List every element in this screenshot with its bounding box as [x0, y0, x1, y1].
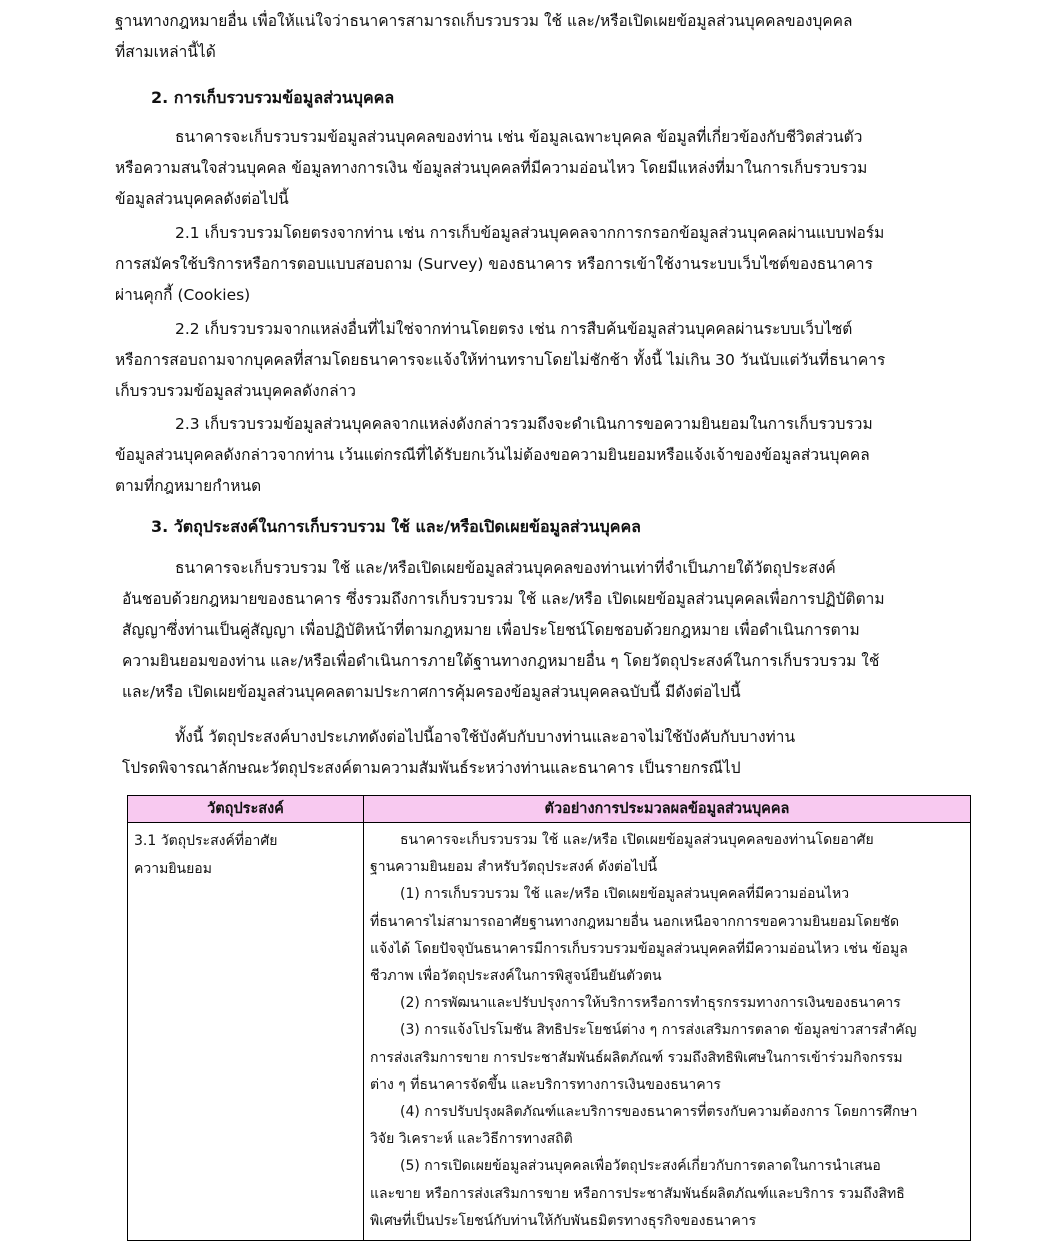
text-line: โปรดพิจารณาลักษณะวัตถุประสงค์ตามความสัมพันธ์ระหว่างท่านและธนาคาร เป็นรายกรณีไป — [122, 759, 741, 777]
cell-text-line: ความยินยอม — [134, 861, 212, 877]
text-line: ที่สามเหล่านี้ได้ — [115, 43, 216, 61]
section-2-heading: 2. การเก็บรวบรวมข้อมูลส่วนบุคคล — [151, 88, 395, 107]
text-line: ข้อมูลส่วนบุคคลดังกล่าวจากท่าน เว้นแต่กรณีที่ได้รับยกเว้นไม่ต้องขอความยินยอมหรือแจ้งเจ้าของข้อมูลส่วนบุคคล — [115, 446, 870, 464]
table-header-examples: ตัวอย่างการประมวลผลข้อมูลส่วนบุคคล — [364, 796, 971, 823]
text-line: ธนาคารจะเก็บรวบรวม ใช้ และ/หรือเปิดเผยข้อมูลส่วนบุคคลของท่านเท่าที่จำเป็นภายใต้วัตถุประสงค์ — [175, 559, 836, 577]
section-3-paragraph-2 — [115, 722, 972, 784]
table-header-purpose: วัตถุประสงค์ — [128, 796, 364, 823]
cell-text-line: (2) การพัฒนาและปรับปรุงการให้บริการหรือการทำธุรกรรมทางการเงินของธนาคาร — [400, 995, 901, 1012]
cell-text-line: ต่าง ๆ ที่ธนาคารจัดขึ้น และบริการทางการเงินของธนาคาร — [370, 1076, 721, 1093]
text-line: ธนาคารจะเก็บรวบรวมข้อมูลส่วนบุคคลของท่าน เช่น ข้อมูลเฉพาะบุคคล ข้อมูลที่เกี่ยวข้องกับชีวิตส่วนตัว — [175, 128, 863, 146]
text-line: สัญญาซึ่งท่านเป็นคู่สัญญา เพื่อปฏิบัติหน้าที่ตามกฎหมาย เพื่อประโยชน์โดยชอบด้วยกฎหมาย เพื่อดำเนินการตาม — [122, 621, 860, 639]
cell-text-line: แจ้งได้ โดยปัจจุบันธนาคารมีการเก็บรวบรวมข้อมูลส่วนบุคคลที่มีความอ่อนไหว เช่น ข้อมูล — [370, 940, 908, 957]
section-2-1 — [115, 218, 972, 311]
text-line: อันชอบด้วยกฎหมายของธนาคาร ซึ่งรวมถึงการเก็บรวบรวม ใช้ และ/หรือ เปิดเผยข้อมูลส่วนบุคคลเพื่อการปฏิบัติตาม — [122, 590, 885, 608]
intro-paragraph — [115, 6, 972, 68]
text-line: 2.1 เก็บรวบรวมโดยตรงจากท่าน เช่น การเก็บข้อมูลส่วนบุคคลจากการกรอกข้อมูลส่วนบุคคลผ่านแบบฟอร์ม — [175, 224, 885, 242]
text-line: ข้อมูลส่วนบุคคลดังต่อไปนี้ — [115, 190, 289, 208]
cell-text-line: และขาย หรือการส่งเสริมการขาย หรือการประชาสัมพันธ์ผลิตภัณฑ์และบริการ รวมถึงสิทธิ — [370, 1185, 905, 1202]
section-3-heading: 3. วัตถุประสงค์ในการเก็บรวบรวม ใช้ และ/หรือเปิดเผยข้อมูลส่วนบุคคล — [151, 517, 641, 536]
cell-text-line: 3.1 วัตถุประสงค์ที่อาศัย — [134, 833, 278, 849]
purpose-table — [127, 795, 971, 1241]
text-line: การสมัครใช้บริการหรือการตอบแบบสอบถาม (Survey) ของธนาคาร หรือการเข้าใช้งานระบบเว็บไซต์ของธนาคาร — [115, 255, 873, 273]
text-line: ตามที่กฎหมายกำหนด — [115, 477, 262, 495]
cell-text-line: ชีวภาพ เพื่อวัตถุประสงค์ในการพิสูจน์ยืนยันตัวตน — [370, 968, 662, 985]
cell-text-line: (5) การเปิดเผยข้อมูลส่วนบุคคลเพื่อวัตถุประสงค์เกี่ยวกับการตลาดในการนำเสนอ — [400, 1158, 881, 1175]
cell-text-line: (3) การแจ้งโปรโมชัน สิทธิประโยชน์ต่าง ๆ การส่งเสริมการตลาด ข้อมูลข่าวสารสำคัญ — [400, 1022, 917, 1039]
table-header-row — [128, 796, 971, 823]
table-cell-examples — [364, 823, 971, 1241]
cell-text-line: การส่งเสริมการขาย การประชาสัมพันธ์ผลิตภัณฑ์ รวมถึงสิทธิพิเศษในการเข้าร่วมกิจกรรม — [370, 1049, 903, 1066]
text-line: หรือความสนใจส่วนบุคคล ข้อมูลทางการเงิน ข้อมูลส่วนบุคคลที่มีความอ่อนไหว โดยมีแหล่งที่มาในการเก็บรวบรวม — [115, 159, 868, 177]
text-line: หรือการสอบถามจากบุคคลที่สามโดยธนาคารจะแจ้งให้ท่านทราบโดยไม่ชักช้า ทั้งนี้ ไม่เกิน 30 วันนับแต่วันที่ธนาคาร — [115, 351, 886, 369]
text-line: ฐานทางกฎหมายอื่น เพื่อให้แน่ใจว่าธนาคารสามารถเก็บรวบรวม ใช้ และ/หรือเปิดเผยข้อมูลส่วนบุคคลของบุคคล — [115, 12, 853, 30]
text-line: ทั้งนี้ วัตถุประสงค์บางประเภทดังต่อไปนี้อาจใช้บังคับกับบางท่านและอาจไม่ใช้บังคับกับบางท่าน — [175, 728, 796, 746]
text-line: 2.3 เก็บรวบรวมข้อมูลส่วนบุคคลจากแหล่งดังกล่าวรวมถึงจะดำเนินการขอความยินยอมในการเก็บรวบรวม — [175, 415, 873, 433]
section-2-heading-block — [115, 83, 972, 113]
table-cell-purpose — [128, 823, 364, 1241]
section-2-2 — [115, 314, 972, 407]
text-line: ผ่านคุกกี้ (Cookies) — [115, 286, 251, 304]
cell-text-line: ธนาคารจะเก็บรวบรวม ใช้ และ/หรือ เปิดเผยข้อมูลส่วนบุคคลของท่านโดยอาศัย — [400, 832, 874, 848]
section-2-3 — [115, 409, 972, 502]
text-line: 2.2 เก็บรวบรวมจากแหล่งอื่นที่ไม่ใช่จากท่านโดยตรง เช่น การสืบค้นข้อมูลส่วนบุคคลผ่านระบบเว็บไซต์ — [175, 320, 853, 338]
section-3-paragraph-1 — [115, 553, 972, 708]
cell-text-line: (4) การปรับปรุงผลิตภัณฑ์และบริการของธนาคารที่ตรงกับความต้องการ โดยการศึกษา — [400, 1104, 918, 1121]
cell-text-line: วิจัย วิเคราะห์ และวิธีการทางสถิติ — [370, 1131, 573, 1148]
text-line: ความยินยอมของท่าน และ/หรือเพื่อดำเนินการภายใต้ฐานทางกฎหมายอื่น ๆ โดยวัตถุประสงค์ในการเก็บรวบรวม ใช้ — [122, 652, 880, 670]
cell-text-line: (1) การเก็บรวบรวม ใช้ และ/หรือ เปิดเผยข้อมูลส่วนบุคคลที่มีความอ่อนไหว — [400, 886, 850, 903]
text-line: เก็บรวบรวมข้อมูลส่วนบุคคลดังกล่าว — [115, 382, 357, 400]
section-3-heading-block — [115, 512, 972, 542]
cell-text-line: ที่ธนาคารไม่สามารถอาศัยฐานทางกฎหมายอื่น นอกเหนือจากการขอความยินยอมโดยชัด — [370, 913, 900, 930]
text-line: และ/หรือ เปิดเผยข้อมูลส่วนบุคคลตามประกาศการคุ้มครองข้อมูลส่วนบุคคลฉบับนี้ มีดังต่อไปนี้ — [122, 683, 741, 701]
section-2-paragraph — [115, 122, 972, 215]
cell-text-line: พิเศษที่เป็นประโยชน์กับท่านให้กับพันธมิตรทางธุรกิจของธนาคาร — [370, 1212, 757, 1229]
cell-text-line: ฐานความยินยอม สำหรับวัตถุประสงค์ ดังต่อไปนี้ — [370, 859, 658, 876]
table-row — [128, 823, 971, 1241]
